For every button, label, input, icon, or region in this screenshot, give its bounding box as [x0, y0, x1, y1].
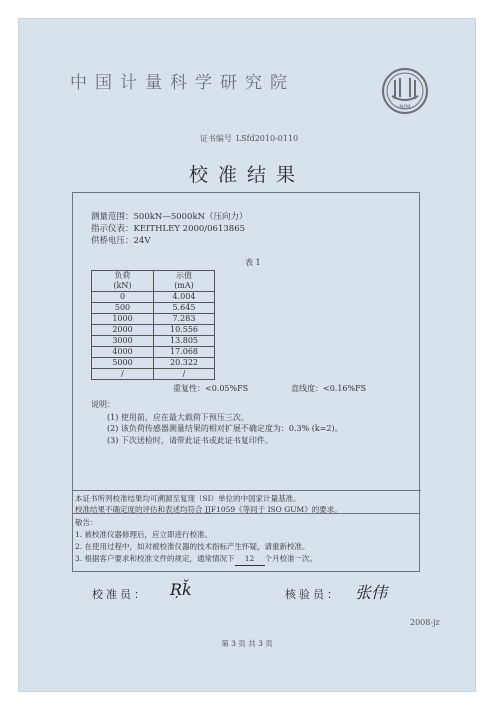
document-title: 校准结果 — [188, 164, 305, 186]
table-row: 3000 13.805 — [92, 336, 215, 347]
header-load: 负荷 (kN) — [92, 271, 154, 292]
table-row: 1000 7.283 — [92, 314, 215, 325]
table-row: 500 5.645 — [92, 303, 215, 314]
measurement-range: 测量范围：500kN—5000kN（压向力） — [91, 212, 248, 222]
note-item: (3) 下次送检时，请带此证书或此证书复印件。 — [107, 435, 273, 445]
indicator-instrument: 指示仪表：KEITHLEY 2000/0613865 — [91, 224, 246, 234]
cert-label: 证书编号 — [199, 134, 232, 143]
calibrator-signature: Ŗǩ — [170, 580, 192, 599]
cert-value: LSfd2010-0110 — [235, 134, 299, 143]
warning-heading: 敬告： — [75, 518, 98, 527]
warning-box — [72, 514, 420, 572]
note-item: (1) 使用前，应在最大载荷下预压三次。 — [107, 412, 249, 422]
nim-logo-icon — [380, 66, 430, 116]
notes — [91, 399, 343, 446]
linearity: 直线度：<0.16%FS — [291, 384, 367, 393]
header-reading: 示值 (mA) — [154, 271, 215, 292]
traceability-statement — [73, 490, 421, 515]
warning-item: 1. 被校准仪器修理后，应立即进行校准。 — [75, 530, 213, 539]
table-row: 4000 17.068 — [92, 347, 215, 358]
logo-text: NIM — [399, 104, 411, 111]
calibration-table — [91, 270, 215, 380]
calibrator-label: 校准员： — [92, 588, 148, 601]
metrics — [173, 383, 367, 394]
institute-name: 中国计量科学研究院 — [70, 73, 295, 93]
table-caption: 表 1 — [245, 258, 261, 267]
table-row: 2000 10.556 — [92, 325, 215, 336]
notes-heading: 说明： — [91, 400, 115, 409]
calibration-interval: 12 — [235, 553, 265, 566]
bridge-voltage: 供桥电压：24V — [91, 236, 151, 246]
form-code: 2008-jz — [410, 618, 440, 627]
verifier-label: 核验员： — [285, 588, 341, 601]
table-row: 5000 20.322 — [92, 358, 215, 369]
results-box — [72, 192, 420, 514]
verifier-signature: 张伟 — [355, 583, 388, 602]
warning-item: 3. 根据客户要求和校准文件的规定，通常情况下 12 个月校准一次。 — [75, 553, 419, 566]
certificate-number — [0, 133, 494, 144]
statement-line: 本证书所列校准结果均可溯源至复现（SI）单位的中国家计量基准。 — [75, 494, 301, 503]
note-item: (2) 该负荷传感器测量结果的相对扩展不确定度为：0.3% (k=2)。 — [107, 424, 343, 433]
instrument-info — [91, 211, 248, 247]
statement-line: 校准结果不确定度的评估和表述均符合 JJF1059《等同于 ISO GUM》的要求。 — [75, 504, 342, 514]
table-row: 0 4.004 — [92, 292, 215, 303]
warning-item: 2. 在使用过程中，如对被校准仪器的技术指标产生怀疑，请重新校准。 — [75, 542, 310, 551]
page-number: 第 3 页 共 3 页 — [221, 639, 273, 648]
repeatability: 重复性：<0.05%FS — [173, 384, 249, 393]
table-row: / / — [92, 369, 215, 380]
